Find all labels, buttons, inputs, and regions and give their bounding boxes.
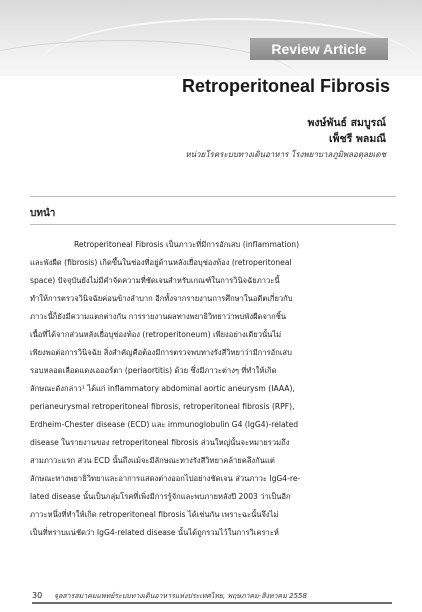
- divider: [30, 224, 396, 225]
- body-line: Erdheim-Chester disease (ECD) และ immunoglobulin G4 (IgG4)-related: [30, 420, 299, 429]
- body-line: ลักษณะทางพยาธิวิทยาและอาการแสดงต่างออกไปอย่างชัดเจน ส่วนภาวะ IgG4-re-: [30, 474, 301, 483]
- body-line: lated disease นั้นเป็นกลุ่มโรคที่เพิ่งมีการรู้จักและพบภายหลังปี 2003 ว่าเป็นอีก: [30, 492, 291, 501]
- body-line: ภาวะนี้ก็ยังมีความแตกต่างกัน การรายงานผลทางพยาธิวิทยาว่าพบพังผืดจากชิ้น: [30, 312, 287, 321]
- body-line: และพังผืด (fibrosis) เกิดขึ้นในช่องที่อยู่ด้านหลังเยื่อบุช่องท้อง (retroperitoneal: [30, 258, 292, 267]
- body-line: รอบหลอดเลือดแดงเอออร์ตา (periaortitis) ด้วย ซึ่งมีภาวะต่างๆ ที่ทำให้เกิด: [30, 366, 277, 375]
- body-line: เป็นที่ทราบแน่ชัดว่า IgG4-related disease นั้นได้ถูกรวมไว้ในการวิเคราะห์: [30, 528, 279, 537]
- divider: [30, 196, 396, 197]
- body-line: เนื้อที่ได้จากส่วนหลังเยื่อบุช่องท้อง (retroperitoneum) เพียงอย่างเดียวนั้นไม่: [30, 330, 282, 339]
- body-line: Retroperitoneal Fibrosis เป็นภาวะที่มีการอักเสบ (inflammation): [74, 240, 300, 249]
- footer-rule: [32, 602, 392, 604]
- author-name: เพ็ชรี พลมณี: [329, 133, 386, 145]
- body-line: เพียงพอต่อการวินิจฉัย สิ่งสำคัญคือต้องมีการตรวจพบทางรังสีวิทยาว่ามีการอักเสบ: [30, 348, 292, 357]
- article-title: Retroperitoneal Fibrosis: [181, 76, 390, 96]
- body-line: ลักษณะดังกล่าว¹ ได้แก่ inflammatory abdominal aortic aneurysm (IAAA),: [30, 384, 295, 393]
- body-line: perianeurysmal retroperitoneal fibrosis, retroperitoneal fibrosis (RPF),: [30, 402, 295, 411]
- article-type-tag: Review Article: [250, 38, 388, 60]
- journal-citation: จุลสารสมาคมแพทย์ระบบทางเดินอาหารแห่งประเทศไทย, พฤษภาคม-สิงหาคม 2558: [54, 592, 307, 600]
- body-line: สามภาวะแรก ส่วน ECD นั้นถึงแม้จะมีลักษณะทางรังสีวิทยาคล้ายคลึงกันแต่: [30, 456, 275, 465]
- author-name: พงษ์พันธ์ สมบูรณ์: [307, 117, 386, 129]
- section-heading: บทนำ: [30, 208, 56, 219]
- author-affiliation: หน่วยโรคระบบทางเดินอาหาร โรงพยาบาลภูมิพลอดุลยเดช: [185, 150, 386, 159]
- body-line: ทำให้การตรวจวินิจฉัยค่อนข้างลำบาก อีกทั้งจากรายงานการศึกษาในอดีตเกี่ยวกับ: [30, 294, 293, 303]
- page-footer: [0, 588, 422, 608]
- body-line: disease ในรายงานของ retroperitoneal fibrosis ส่วนใหญ่นั้นจะหมายรวมถึง: [30, 438, 290, 447]
- header-banner: [0, 0, 422, 76]
- body-line: space) ปัจจุบันยังไม่มีคำจัดความที่ชัดเจนสำหรับเกณฑ์ในการวินิจฉัยภาวะนี้: [30, 276, 280, 285]
- page-number: 30: [32, 591, 43, 600]
- body-line: ภาวะหนึ่งที่ทำให้เกิด retroperitoneal fibrosis ได้เช่นกัน เพราะฉะนั้นจึงไม่: [30, 510, 279, 519]
- article-body: [30, 236, 394, 542]
